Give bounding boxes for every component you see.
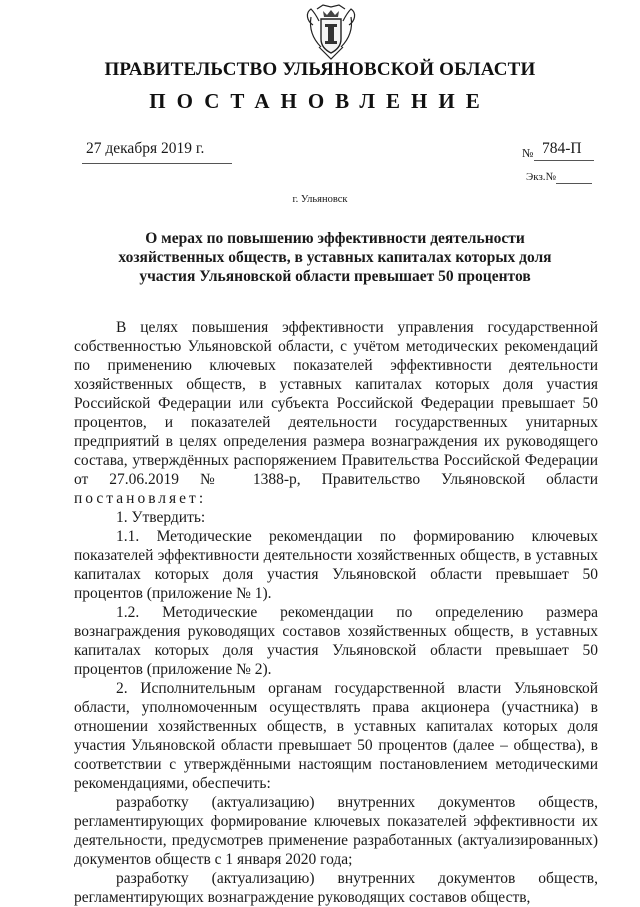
document-type: ПОСТАНОВЛЕНИЕ [149, 89, 491, 113]
coat-of-arms-icon [303, 3, 359, 63]
item-1-1: 1.1. Методические рекомендации по формированию ключевых показателей эффективности деятельности хозяйственных обществ, в уставных капиталах которых доля участия Ульяновской области превышает 50 процентов (приложение № 1). [74, 528, 598, 602]
intro-text: В целях повышения эффективности управления государственной собственностью Ульяновской области, с учётом методических рекомендаций по применению ключевых показателей эффективности деятельности хозяйственных обществ, в уставных капиталах которых доля участия Российской Федерации или субъекта Российской Федерации превышает 50 процентов, и показателей деятельности государственных унитарных предприятий в целях определения размера вознаграждения их руководящего состава, утверждённых распоряжением Правительства Российской Федерации от 27.06.2019 № 1388-р, Правительство Ульяновской области [74, 319, 598, 488]
item-2: 2. Исполнительным органам государственной власти Ульяновской области, уполномоченным осуществлять права акционера (участника) в отношении хозяйственных обществ, в уставных капиталах которых доля участия Ульяновской области превышает 50 процентов (далее – общества), в соответствии с утверждёнными настоящим постановлением методическими рекомендациями, обеспечить: [74, 680, 598, 792]
government-name: ПРАВИТЕЛЬСТВО УЛЬЯНОВСКОЙ ОБЛАСТИ [104, 59, 536, 80]
city-name: г. Ульяновск [292, 194, 348, 205]
number-label: № [522, 146, 534, 160]
document-date: 27 декабря 2019 г. [86, 140, 205, 157]
item-2-a: разработку (актуализацию) внутренних документов обществ, регламентирующих формирование ключевых показателей эффективности их деятельности, предусмотрев применение разработанных (актуализированных) документов обществ с 1 января 2020 года; [74, 794, 598, 868]
document-title: О мерах по повышению эффективности деятельности хозяйственных обществ, в уставных капиталах которых доля участия Ульяновской области превышает 50 процентов [118, 230, 552, 285]
copy-number-line [556, 183, 592, 184]
item-2-b: разработку (актуализацию) внутренних документов обществ, регламентирующих вознаграждение руководящих составов обществ, [74, 870, 598, 906]
intro-paragraph [74, 318, 598, 508]
item-1-2: 1.2. Методические рекомендации по определению размера вознаграждения руководящих составов хозяйственных обществ, в уставных капиталах которых доля участия Ульяновской области превышает 50 процентов (приложение № 2). [74, 604, 598, 678]
copy-number-label: Экз.№ [526, 171, 557, 183]
item-1: 1. Утвердить: [116, 509, 206, 526]
date-underline [82, 163, 232, 164]
number-underline [534, 160, 594, 161]
document-number: 784-П [542, 140, 582, 157]
document-body [74, 318, 598, 907]
resolves-text: постановляет: [74, 490, 207, 507]
